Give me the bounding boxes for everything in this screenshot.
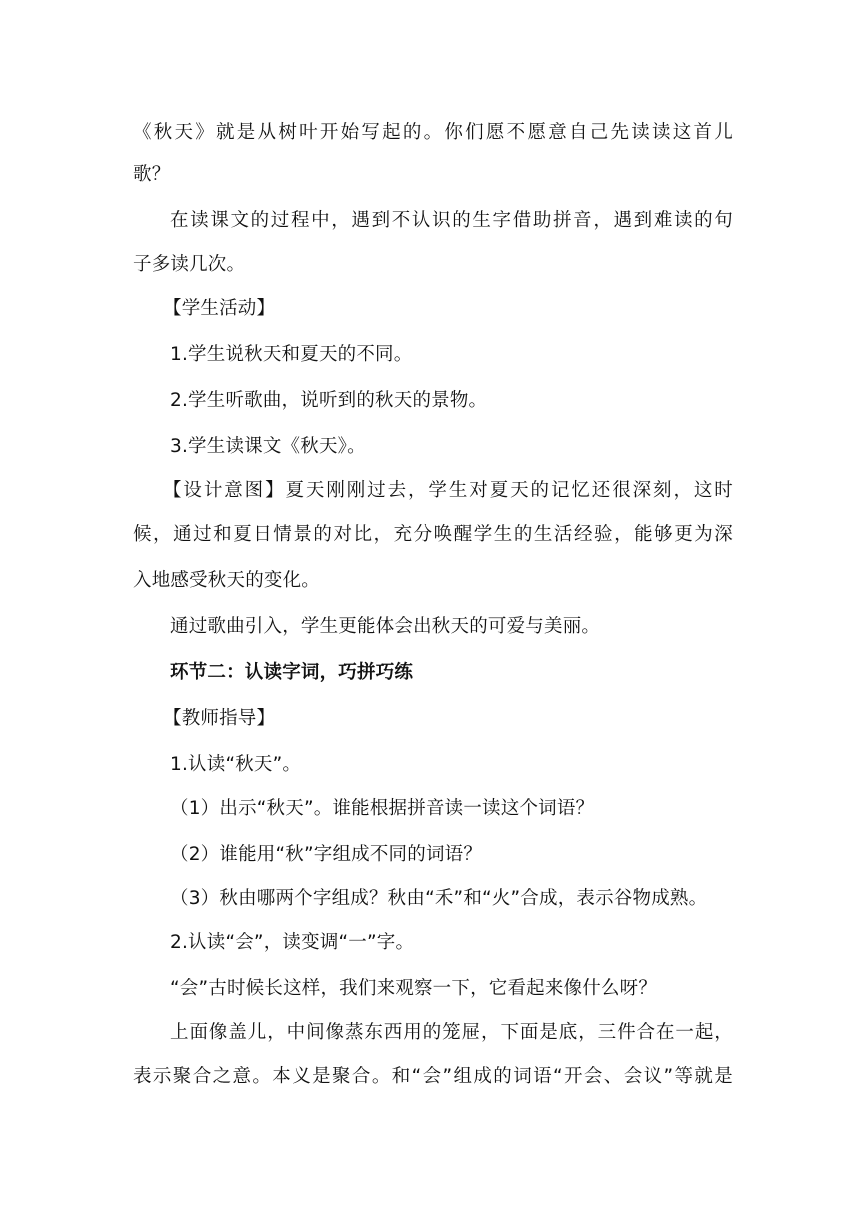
teacher-guide-heading: 【教师指导】 <box>163 708 276 729</box>
paragraph-line: 歌？ <box>133 164 171 185</box>
list-item: （1）出示“秋天”。谁能根据拼音读一读这个词语？ <box>170 798 595 819</box>
list-item: 3.学生读课文《秋天》。 <box>170 436 366 457</box>
list-item: 2.学生听歌曲，说听到的秋天的景物。 <box>170 390 488 411</box>
paragraph-line: 通过歌曲引入，学生更能体会出秋天的可爱与美丽。 <box>170 616 601 637</box>
paragraph-line: “会”古时候长这样，我们来观察一下，它看起来像什么呀？ <box>170 978 658 999</box>
paragraph-line: 候，通过和夏日情景的对比，充分唤醒学生的生活经验，能够更为深 <box>133 524 733 545</box>
paragraph-line: 《秋天》就是从树叶开始写起的。你们愿不愿意自己先读读这首儿 <box>133 122 733 143</box>
paragraph-line: 子多读几次。 <box>133 254 246 275</box>
paragraph-line: 入地感受秋天的变化。 <box>133 570 321 591</box>
paragraph-line: 【设计意图】夏天刚刚过去，学生对夏天的记忆还很深刻，这时 <box>163 480 733 501</box>
list-item: 1.学生说秋天和夏天的不同。 <box>170 344 413 365</box>
paragraph-line: 上面像盖儿，中间像蒸东西用的笼屉，下面是底，三件合在一起， <box>170 1022 733 1043</box>
list-item: （2）谁能用“秋”字组成不同的词语？ <box>170 844 483 865</box>
section-heading: 环节二：认读字词，巧拼巧练 <box>170 662 414 683</box>
list-item: （3）秋由哪两个字组成？秋由“禾”和“火”合成，表示谷物成熟。 <box>170 888 708 909</box>
paragraph-line: 在读课文的过程中，遇到不认识的生字借助拼音，遇到难读的句 <box>170 210 733 231</box>
paragraph-line: 表示聚合之意。本义是聚合。和“会”组成的词语“开会、会议”等就是 <box>133 1066 733 1087</box>
list-item: 2.认读“会”，读变调“一”字。 <box>170 932 415 953</box>
student-activity-heading: 【学生活动】 <box>163 298 276 319</box>
list-item: 1.认读“秋天”。 <box>170 754 302 775</box>
